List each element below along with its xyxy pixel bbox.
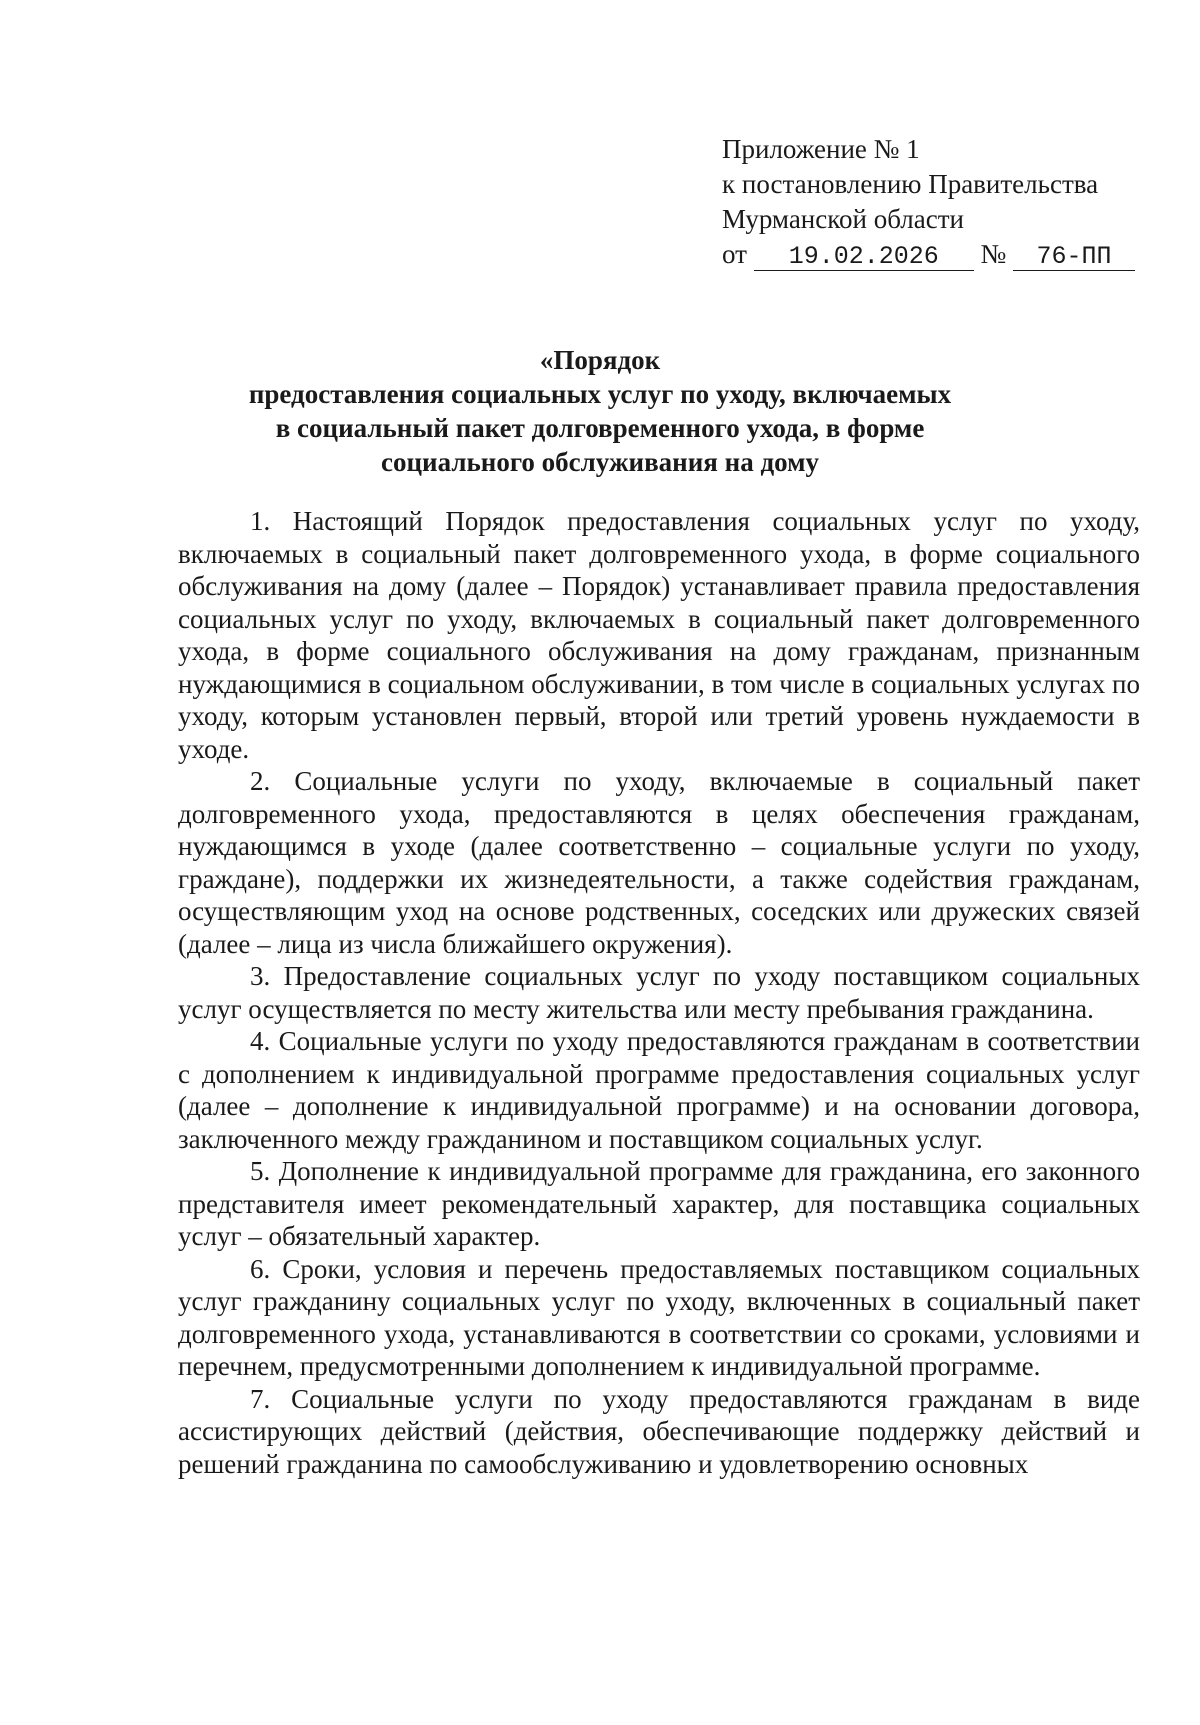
paragraph-5: 5. Дополнение к индивидуальной программе для гражданина, его законного представителя имеет рекомендательный характер, для поставщика социальных услуг – обязательный характер.: [178, 1156, 1140, 1251]
from-prefix: от: [722, 239, 747, 269]
paragraph-4: 4. Социальные услуги по уходу предоставляются гражданам в соответствии с дополнением к индивидуальной программе предоставления социальных услуг (далее – дополнение к индивидуальной программе) и на основании договора, заключенного между гражданином и поставщиком социальных услуг.: [178, 1026, 1140, 1154]
document-body: [178, 505, 1140, 1480]
paragraph-3: 3. Предоставление социальных услуг по уходу поставщиком социальных услуг осуществляется по месту жительства или месту пребывания гражданина.: [178, 961, 1140, 1024]
title-line-1: «Порядок: [539, 345, 661, 375]
appendix-date-line: [722, 237, 1135, 272]
number-sign: №: [980, 239, 1007, 269]
paragraph-6: 6. Сроки, условия и перечень предоставляемых поставщиком социальных услуг гражданину социальных услуг по уходу, включенных в социальный пакет долговременного ухода, устанавливаются в соответствии со сроками, условиями и перечнем, предусмотренными дополнением к индивидуальной программе.: [178, 1253, 1140, 1381]
document-title: [150, 343, 1050, 479]
title-line-3: в социальный пакет долговременного ухода, в форме: [275, 413, 925, 443]
paragraph-7: 7. Социальные услуги по уходу предоставляются гражданам в виде ассистирующих действий (действия, обеспечивающие поддержку действий и решений гражданина по самообслуживанию и удовлетворению основных: [178, 1383, 1140, 1479]
appendix-line-2: к постановлению Правительства: [722, 169, 1099, 199]
appendix-line-1: Приложение № 1: [722, 134, 920, 164]
paragraph-1: 1. Настоящий Порядок предоставления социальных услуг по уходу, включаемых в социальный пакет долговременного ухода, в форме социального обслуживания на дому (далее – Порядок) устанавливает правила предоставления социальных услуг по уходу, включаемых в социальный пакет долговременного ухода, в форме социального обслуживания на дому гражданам, признанным нуждающимися в социальном обслуживании, в том числе в социальных услугах по уходу, которым установлен первый, второй или третий уровень нуждаемости в уходе.: [178, 506, 1140, 764]
paragraph-2: 2. Социальные услуги по уходу, включаемые в социальный пакет долговременного ухода, предоставляются в целях обеспечения гражданам, нуждающимся в уходе (далее соответственно – социальные услуги по уходу, граждане), поддержки их жизнедеятельности, а также содействия гражданам, осуществляющим уход на основе родственных, соседских или дружеских связей (далее – лица из числа ближайшего окружения).: [178, 766, 1140, 959]
resolution-date: 19.02.2026: [754, 244, 974, 271]
appendix-block: [722, 132, 1135, 272]
title-line-2: предоставления социальных услуг по уходу, включаемых: [248, 379, 952, 409]
appendix-line-3: Мурманской области: [722, 204, 964, 234]
title-line-4: социального обслуживания на дому: [381, 447, 819, 477]
resolution-number: 76-ПП: [1013, 244, 1135, 271]
